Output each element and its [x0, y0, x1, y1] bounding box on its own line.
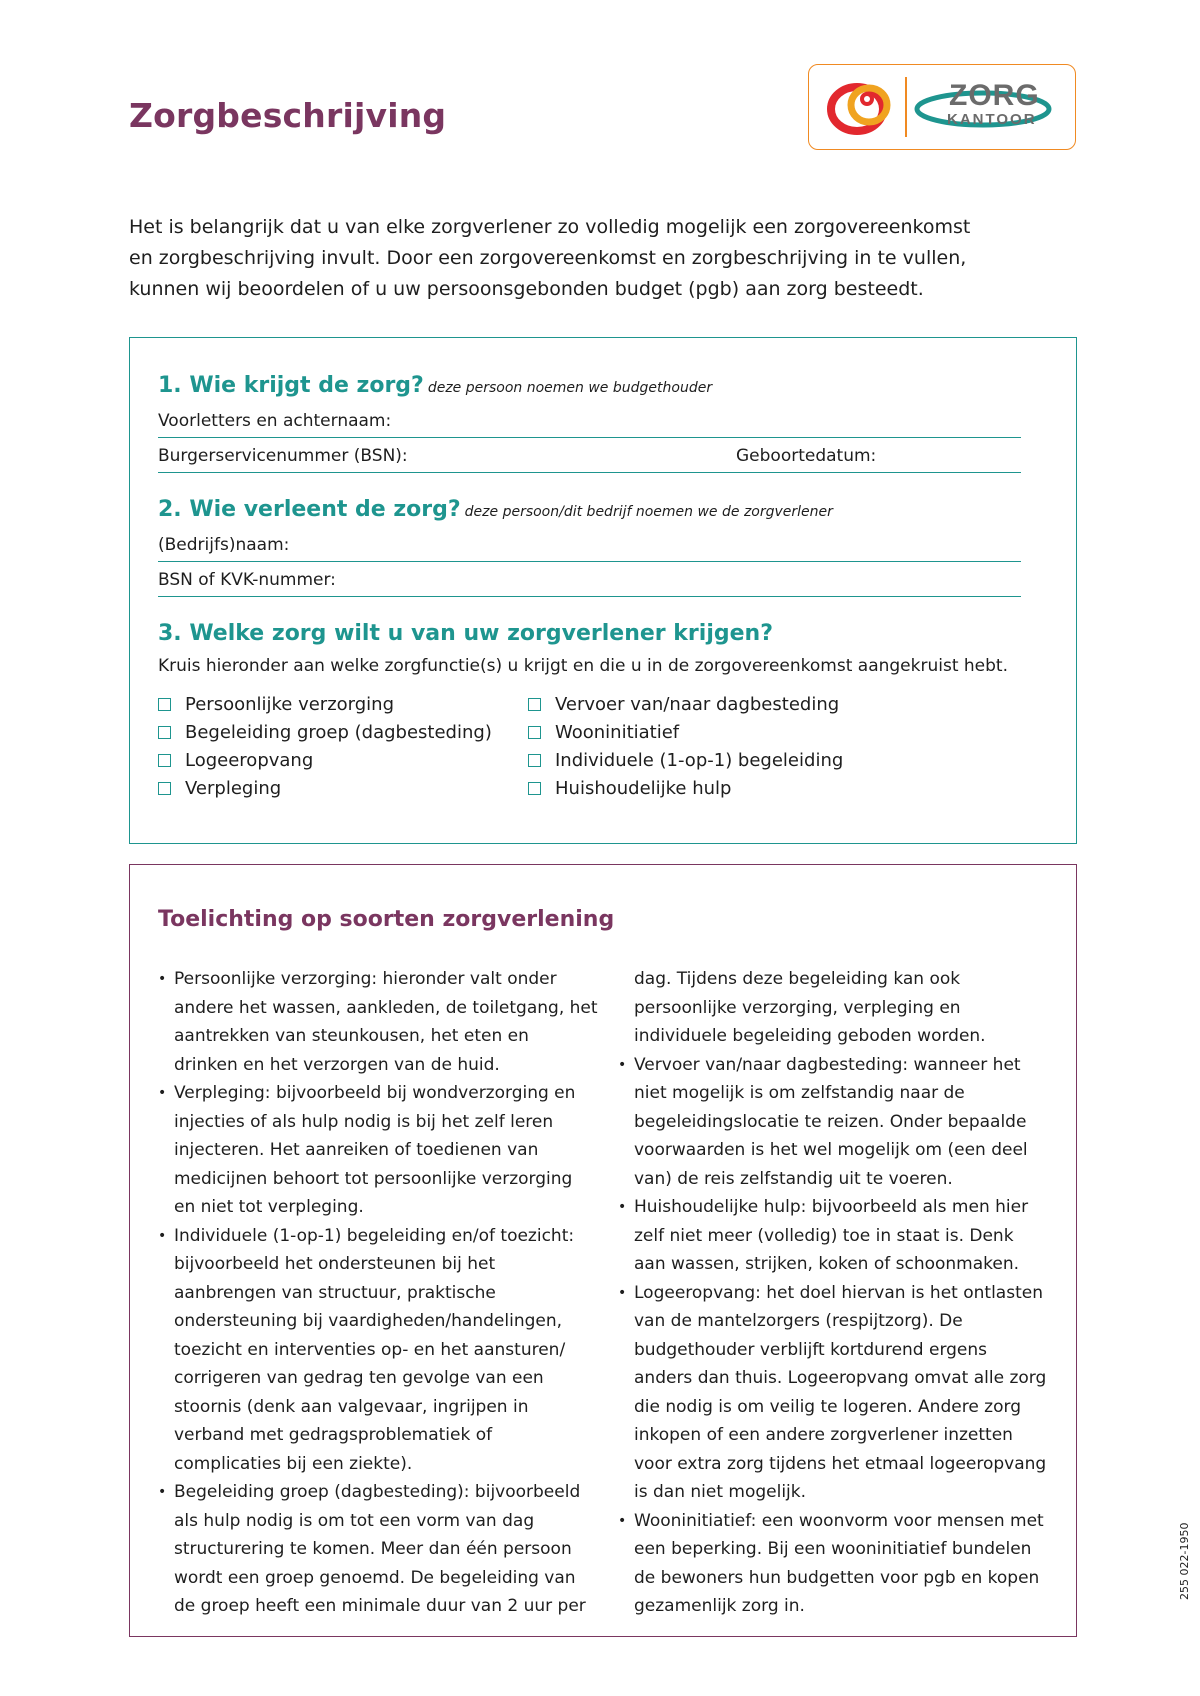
care-option-label: Individuele (1-op-1) begeleiding [555, 749, 844, 771]
checkbox[interactable] [158, 782, 171, 795]
care-form [129, 337, 1077, 844]
page-title: Zorgbeschrijving [129, 96, 447, 135]
field-bsn-kvk[interactable] [158, 564, 1021, 597]
intro-line: en zorgbeschrijving invult. Door een zorgovereenkomst en zorgbeschrijving in te vullen, [129, 247, 967, 269]
field-name-budgetholder[interactable] [158, 405, 1021, 438]
section-1-heading [158, 373, 712, 398]
checkbox[interactable] [528, 698, 541, 711]
logo-wordmark-bottom: KANTOOR [947, 111, 1037, 128]
care-option-label: Persoonlijke verzorging [185, 693, 395, 715]
explanation-item: • Persoonlijke verzorging: hieronder valt onder andere het wassen, aankleden, de toiletgang, het aantrekken van steunkousen, het eten en drinken en het verzorgen van de huid. [158, 965, 598, 1079]
field-label: Voorletters en achternaam: [158, 411, 392, 431]
field-label: (Bedrijfs)naam: [158, 535, 290, 555]
checkbox[interactable] [158, 726, 171, 739]
zorgkantoor-logo [808, 64, 1076, 150]
care-option-label: Huishoudelijke hulp [555, 777, 732, 799]
field-company-name[interactable] [158, 529, 1021, 562]
explanation-title: Toelichting op soorten zorgverlening [158, 907, 615, 932]
section-1-subtitle: deze persoon noemen we budgethouder [427, 380, 713, 396]
section-3-title: 3. Welke zorg wilt u van uw zorgverlener krijgen? [158, 621, 773, 646]
care-option[interactable] [528, 774, 843, 802]
care-option[interactable] [528, 718, 843, 746]
care-option-label: Vervoer van/naar dagbesteding [555, 693, 840, 715]
intro-text [129, 212, 1009, 305]
checkbox[interactable] [158, 698, 171, 711]
field-label: Burgerservicenummer (BSN): [158, 446, 408, 466]
explanation-column-right [618, 965, 1048, 1621]
explanation-item: • Huishoudelijke hulp: bijvoorbeeld als men hier zelf niet meer (volledig) toe in staat is. Denk aan wassen, strijken, koken of schoonmaken. [618, 1193, 1048, 1279]
care-option[interactable] [528, 746, 843, 774]
care-option[interactable] [158, 718, 492, 746]
section-2-title: 2. Wie verleent de zorg? [158, 497, 461, 522]
care-option-label: Begeleiding groep (dagbesteding) [185, 721, 492, 743]
care-option-label: Verpleging [185, 777, 282, 799]
checkbox[interactable] [528, 782, 541, 795]
field-label: BSN of KVK-nummer: [158, 570, 336, 590]
explanation-continuation: dag. Tijdens deze begeleiding kan ook persoonlijke verzorging, verpleging en individuele begeleiding geboden worden. [634, 969, 986, 1046]
care-options-right [528, 690, 843, 802]
logo-divider [905, 77, 907, 137]
section-2-heading [158, 497, 833, 522]
explanation-column-left [158, 965, 598, 1621]
explanation-item: • Individuele (1-op-1) begeleiding en/of toezicht: bijvoorbeeld het ondersteunen bij het aanbrengen van structuur, praktische ondersteuning bij vaardigheden/handelingen, toezicht en interventies op- en het aansturen/ corrigeren van gedrag ten gevolge van een stoornis (denk aan valgevaar, ingrijpen in verband met gedragsproblematiek of complicaties bij een ziekte). [158, 1222, 598, 1479]
care-option-label: Wooninitiatief [555, 721, 680, 743]
checkbox[interactable] [528, 754, 541, 767]
section-3-instruction: Kruis hieronder aan welke zorgfunctie(s) u krijgt en die u in de zorgovereenkomst aangekruist hebt. [158, 656, 1008, 676]
care-option-label: Logeeropvang [185, 749, 314, 771]
explanation-box [129, 864, 1077, 1637]
field-bsn-budgetholder[interactable] [158, 440, 1021, 473]
intro-line: kunnen wij beoordelen of u uw persoonsgebonden budget (pgb) aan zorg besteedt. [129, 278, 924, 300]
explanation-item: • Wooninitiatief: een woonvorm voor mensen met een beperking. Bij een wooninitiatief bundelen de bewoners hun budgetten voor pgb en kopen gezamenlijk zorg in. [618, 1507, 1048, 1621]
care-option[interactable] [158, 774, 492, 802]
field-date-of-birth[interactable]: Geboortedatum: [736, 446, 877, 466]
care-option[interactable] [158, 746, 492, 774]
section-1-title: 1. Wie krijgt de zorg? [158, 373, 424, 398]
explanation-item: • Begeleiding groep (dagbesteding): bijvoorbeeld als hulp nodig is om tot een vorm van dag structurering te komen. Meer dan één persoon wordt een groep genoemd. De begeleiding van de groep heeft een minimale duur van 2 uur per [158, 1478, 598, 1621]
document-code: 255 022-1950 [1178, 1522, 1191, 1600]
care-options-left [158, 690, 492, 802]
section-2-subtitle: deze persoon/dit bedrijf noemen we de zorgverlener [464, 504, 833, 520]
explanation-item: • Logeeropvang: het doel hiervan is het ontlasten van de mantelzorgers (respijtzorg). De budgethouder verblijft kortdurend ergens anders dan thuis. Logeeropvang omvat alle zorg die nodig is om veilig te logeren. Andere zorg inkopen of een andere zorgverlener inzetten voor extra zorg tijdens het etmaal logeeropvang is dan niet mogelijk. [618, 1279, 1048, 1507]
explanation-item: • Vervoer van/naar dagbesteding: wanneer het niet mogelijk is om zelfstandig naar de begeleidingslocatie te reizen. Onder bepaalde voorwaarden is het wel mogelijk om (een deel van) de reis zelfstandig uit te voeren. [618, 1051, 1048, 1194]
logo-wordmark-top: ZORG [949, 79, 1040, 112]
checkbox[interactable] [528, 726, 541, 739]
care-option[interactable] [528, 690, 843, 718]
checkbox[interactable] [158, 754, 171, 767]
intro-line: Het is belangrijk dat u van elke zorgverlener zo volledig mogelijk een zorgovereenkomst [129, 216, 971, 238]
explanation-item: • Verpleging: bijvoorbeeld bij wondverzorging en injecties of als hulp nodig is bij het zelf leren injecteren. Het aanreiken of toedienen van medicijnen behoort tot persoonlijke verzorging en niet tot verpleging. [158, 1079, 598, 1222]
care-option[interactable] [158, 690, 492, 718]
